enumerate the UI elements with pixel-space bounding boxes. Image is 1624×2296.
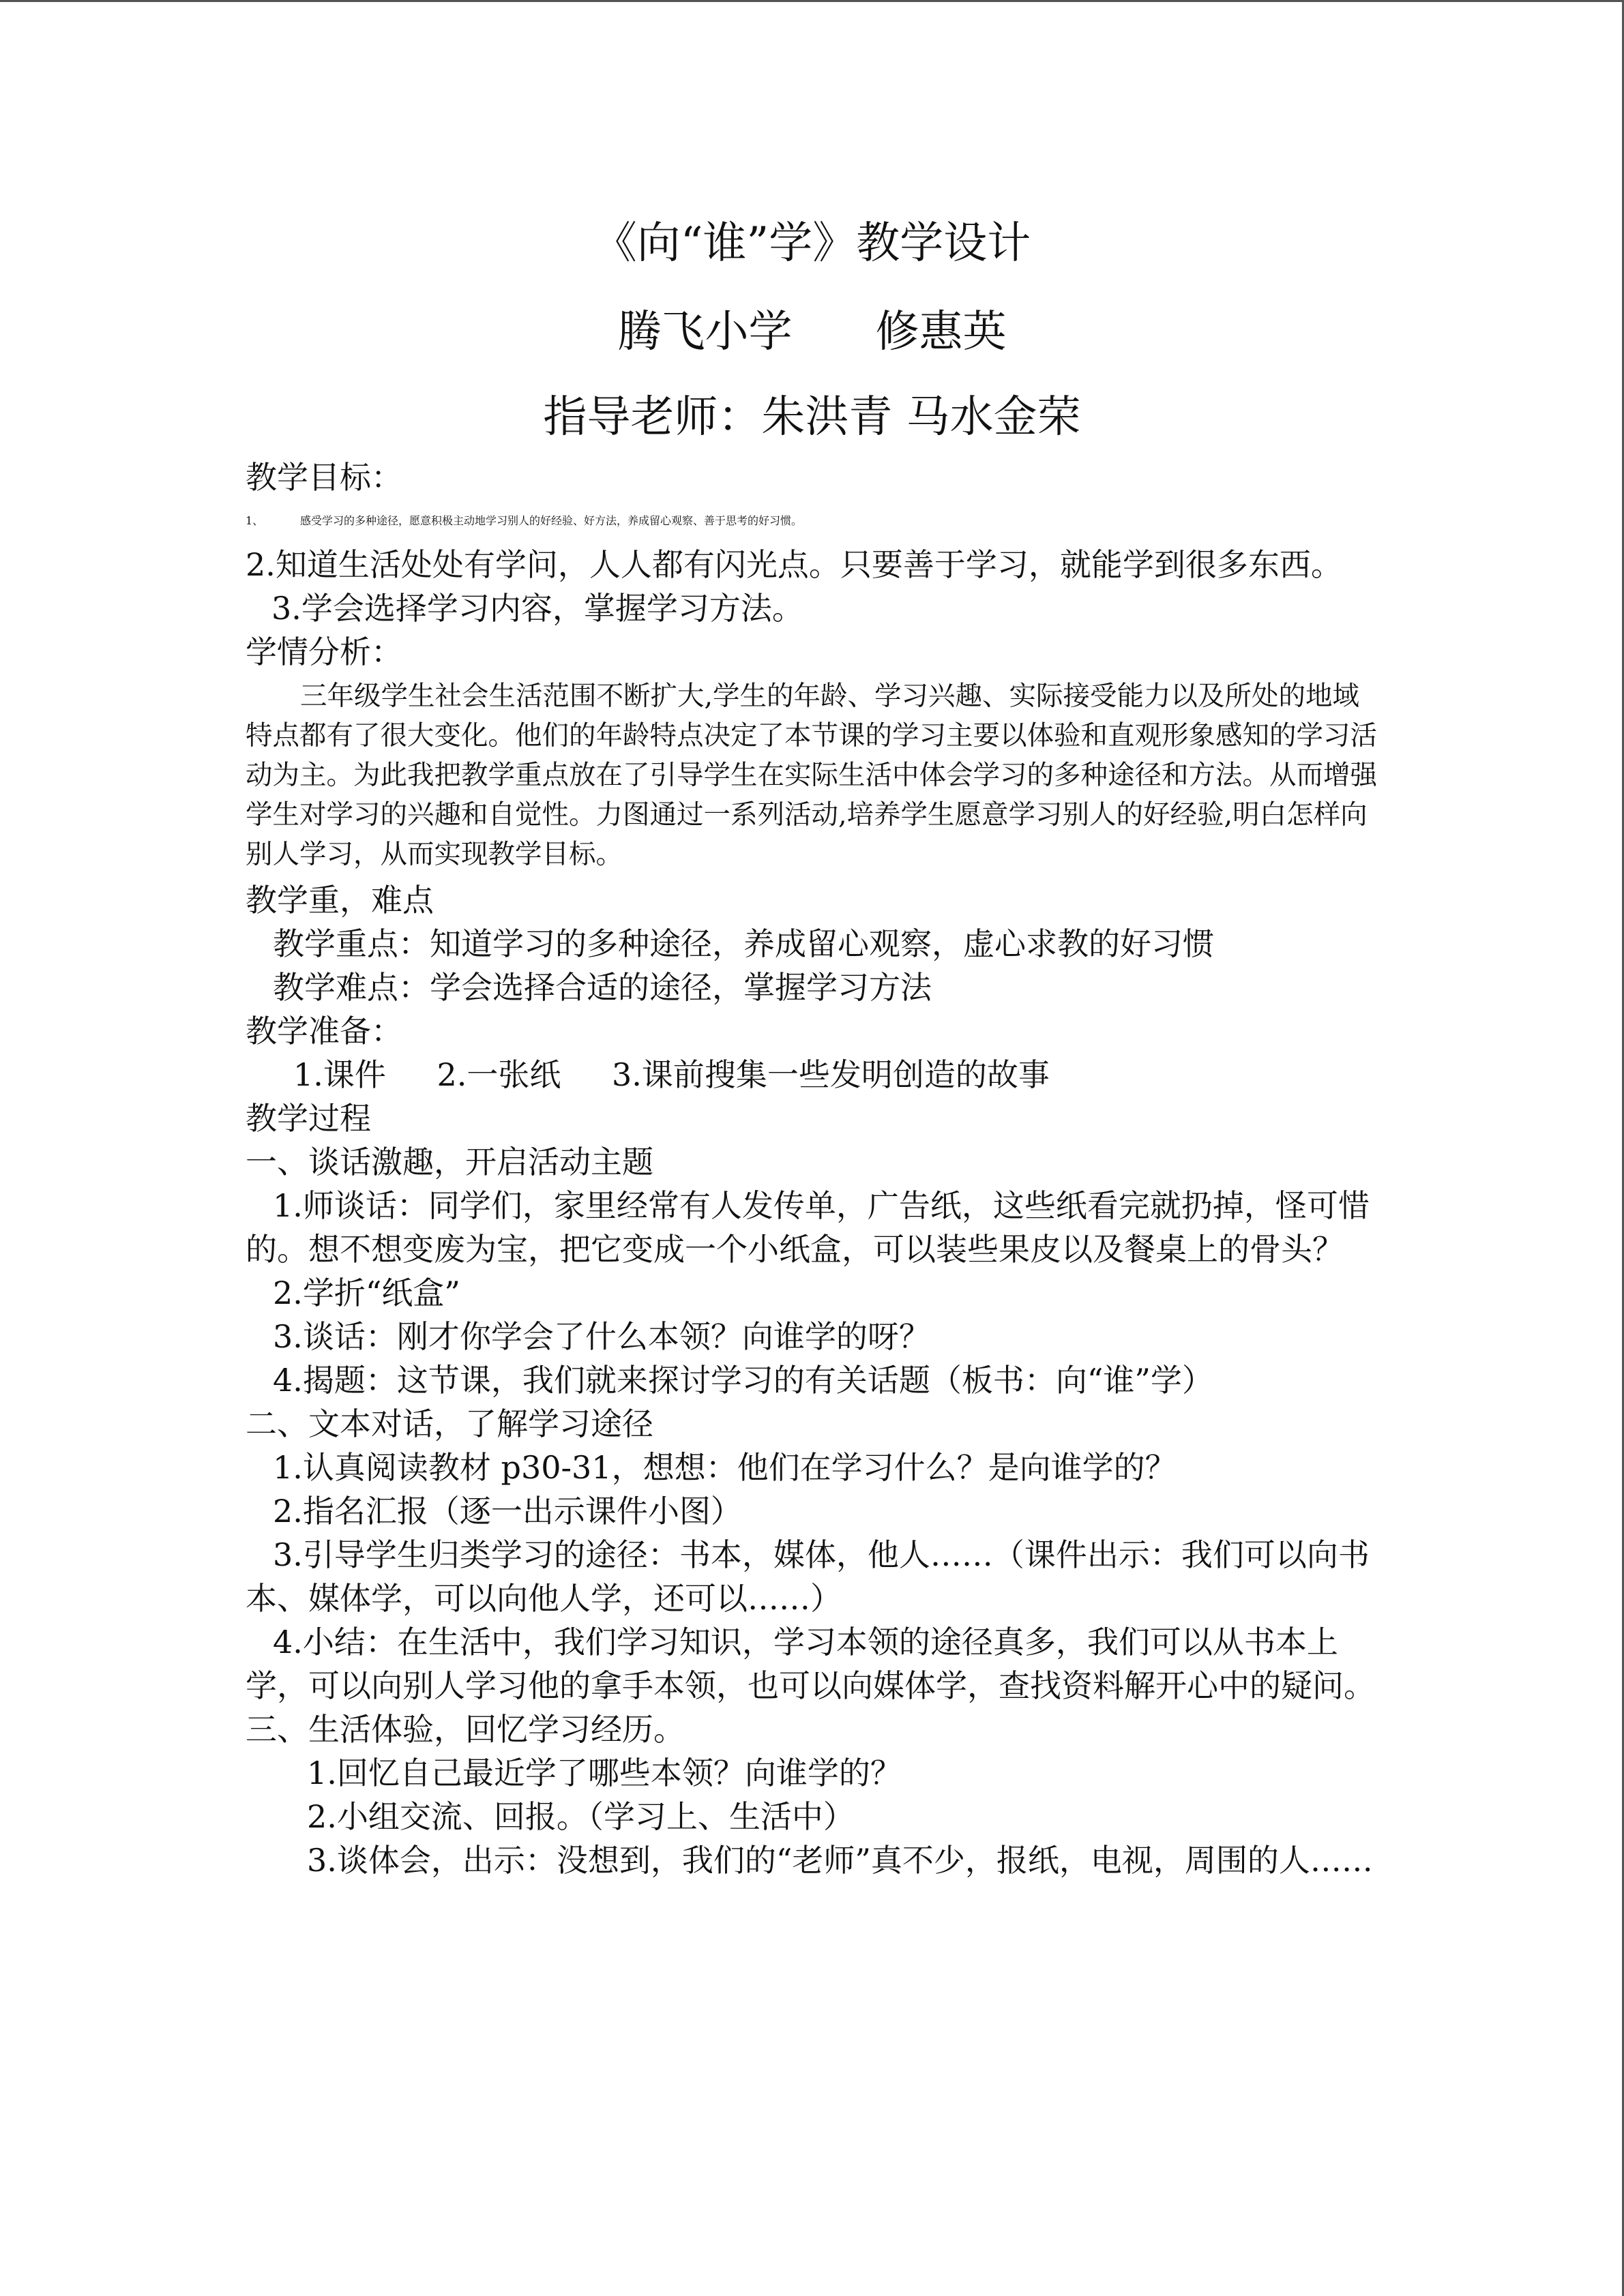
- advisor-line: 指导老师：朱洪青 马水金荣: [543, 392, 1081, 443]
- keypoint-difficulty: 教学难点：学会选择合适的途径，掌握学习方法: [273, 969, 932, 1006]
- section-1-step-2: 2.学折“纸盒”: [273, 1274, 460, 1311]
- goal-item-3: 3.学会选择学习内容，掌握学习方法。: [271, 590, 803, 627]
- preparation-heading: 教学准备：: [246, 1013, 402, 1049]
- section-1-step-1: 1.师谈话：同学们，家里经常有人发传单，广告纸，这些纸看完就扔掉，怪可惜的。想不想变废为宝，把它变成一个小纸盒，可以装些果皮以及餐桌上的骨头？: [246, 1187, 1370, 1268]
- section-3-step-3: 3.谈体会，出示：没想到，我们的“老师”真不少，报纸，电视，周围的人……: [307, 1842, 1373, 1879]
- goal-item-1-text: 感受学习的多种途径，愿意积极主动地学习别人的好经验、好方法，养成留心观察、善于思考的好习惯。: [300, 514, 803, 527]
- section-2-step-2: 2.指名汇报（逐一出示课件小图）: [273, 1493, 742, 1530]
- preparation-item: 3.课前搜集一些发明创造的故事: [612, 1056, 1050, 1093]
- section-1-title: 一、谈话激趣，开启活动主题: [246, 1144, 653, 1180]
- section-3-step-1: 1.回忆自己最近学了哪些本领？向谁学的？: [307, 1755, 902, 1791]
- section-2-step-4: 4.小结：在生活中，我们学习知识，学习本领的途径真多，我们可以从书本上学，可以向别人学习他的拿手本领，也可以向媒体学，查找资料解开心中的疑问。: [246, 1624, 1375, 1704]
- goal-item-1-number: 1、: [246, 514, 264, 527]
- goal-item-2: 2.知道生活处处有学问，人人都有闪光点。只要善于学习，就能学到很多东西。: [246, 546, 1342, 583]
- section-1-step-4: 4.揭题：这节课，我们就来探讨学习的有关话题（板书：向“谁”学）: [273, 1362, 1213, 1399]
- goal-item-1: [246, 499, 1378, 543]
- goals-heading: 教学目标：: [246, 459, 402, 496]
- section-2-step-1: 1.认真阅读教材 p30-31，想想：他们在学习什么？是向谁学的？: [273, 1449, 1177, 1486]
- page-border-top: [0, 0, 1624, 2]
- keypoint-focus: 教学重点：知道学习的多种途径，养成留心观察，虚心求教的好习惯: [273, 925, 1214, 962]
- author-line: 腾飞小学 修惠英: [617, 307, 1007, 357]
- analysis-heading: 学情分析：: [246, 633, 402, 670]
- preparation-item: 2.一张纸: [437, 1056, 561, 1093]
- section-3-step-2: 2.小组交流、回报。（学习上、生活中）: [307, 1798, 855, 1835]
- preparation-item: 1.课件: [293, 1056, 386, 1093]
- preparation-list: [246, 1053, 1378, 1097]
- document-title: 《向“谁”学》教学设计: [593, 218, 1031, 269]
- section-3-title: 三、生活体验，回忆学习经历。: [246, 1711, 685, 1748]
- section-1-step-3: 3.谈话：刚才你学会了什么本领？向谁学的呀？: [273, 1318, 930, 1355]
- analysis-paragraph: 三年级学生社会生活范围不断扩大,学生的年龄、学习兴趣、实际接受能力以及所处的地域特点都有了很大变化。他们的年龄特点决定了本节课的学习主要以体验和直观形象感知的学习活动为主。为此我把教学重点放在了引导学生在实际生活中体会学习的多种途径和方法。从而增强学生对学习的兴趣和自觉性。力图通过一系列活动,培养学生愿意学习别人的好经验,明白怎样向别人学习，从而实现教学目标。: [246, 681, 1377, 870]
- process-heading: 教学过程: [246, 1100, 371, 1137]
- section-2-title: 二、文本对话，了解学习途径: [246, 1405, 653, 1442]
- keypoints-heading: 教学重，难点: [246, 882, 434, 919]
- document-body: [246, 456, 1378, 1882]
- section-2-step-3: 3.引导学生归类学习的途径：书本，媒体，他人……（课件出示：我们可以向书本、媒体学，可以向他人学，还可以……）: [246, 1536, 1370, 1617]
